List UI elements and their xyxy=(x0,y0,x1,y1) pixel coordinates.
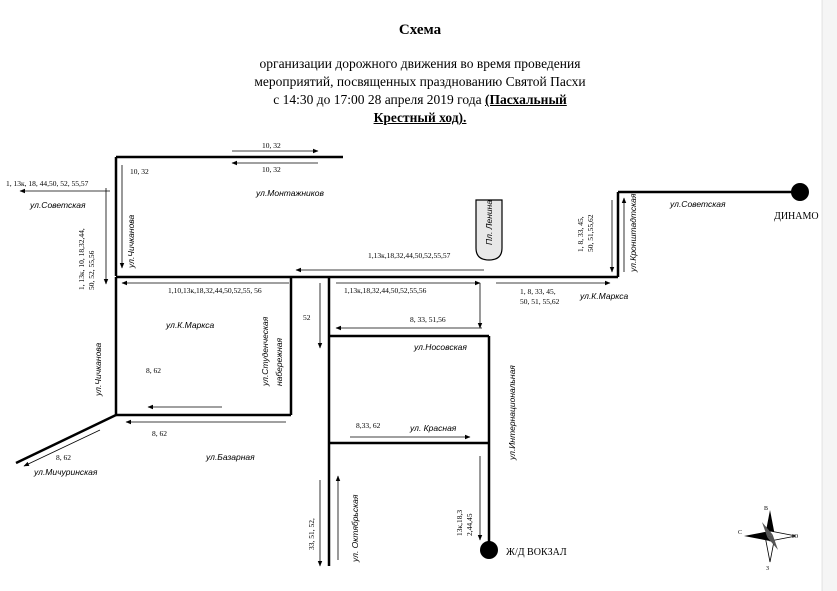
document-sidebar-strip xyxy=(822,0,837,591)
stop-dinamo-label: ДИНАМО xyxy=(774,211,819,222)
route-kronsh-l1: 1, 8, 33, 45, xyxy=(576,216,585,252)
street-michurinskaya: ул.Мичуринская xyxy=(34,467,98,477)
route-83351: 8, 33, 51,56 xyxy=(410,315,446,324)
compass-s-label: С xyxy=(738,530,743,536)
lenin-square-label: Пл. Ленина xyxy=(484,199,494,245)
route-top-1032-a: 10, 32 xyxy=(262,141,281,150)
title-line-3-bold: (Пасхальный xyxy=(484,92,567,107)
title-line-4: Крестный ход). xyxy=(373,110,467,125)
route-kronsh-l2: 50, 51,55,62 xyxy=(586,214,595,252)
street-studencheskaya-l2: набережная xyxy=(274,337,284,386)
street-k-marksa-right: ул.К.Маркса xyxy=(580,291,629,301)
stop-vokzal-marker xyxy=(480,541,498,559)
street-chichkanova-top: ул.Чичканова xyxy=(126,214,136,268)
street-studencheskaya-l1: ул.Студенческая xyxy=(260,316,270,386)
street-oktyabrskaya: ул. Октябрьская xyxy=(350,494,360,562)
route-chich-1032: 10, 32 xyxy=(130,167,149,176)
route-k-marksa-right-b: 50, 51, 55,62 xyxy=(520,297,560,306)
route-vokzal-l2: 2,44,45 xyxy=(465,513,474,536)
stop-vokzal-label: Ж/Д ВОКЗАЛ xyxy=(506,547,567,558)
street-krasnaya: ул. Красная xyxy=(410,423,457,433)
route-83362: 8,33, 62 xyxy=(356,421,381,430)
street-studencheskaya xyxy=(260,316,284,387)
route-kronsh xyxy=(576,214,595,252)
route-vokzal xyxy=(455,510,474,536)
street-k-marksa-left: ул.К.Маркса xyxy=(166,320,215,330)
compass-v-label: В xyxy=(764,506,769,512)
title-line-2: мероприятий, посвященных празднованию Святой Пасхи xyxy=(254,74,586,89)
route-862-left: 8, 62 xyxy=(146,366,161,375)
street-sovetskaya-left: ул.Советская xyxy=(30,200,86,210)
route-vokzal-l1: 13к,18,3 xyxy=(455,509,464,536)
street-kronshtadtskaya: ул.Кронштадтская xyxy=(628,193,638,272)
street-montazhnikov: ул.Монтажников xyxy=(256,188,324,198)
title-line-1: организации дорожного движения во время проведения xyxy=(259,56,581,71)
route-k-marksa-left: 1,10,13к,18,32,44,50,52,55, 56 xyxy=(168,286,262,295)
street-labels xyxy=(29,188,726,563)
route-top-1032-b: 10, 32 xyxy=(262,165,281,174)
title-line-3-prefix: с 14:30 до 17:00 28 апреля 2019 года xyxy=(273,92,482,107)
route-862-bottom: 8, 62 xyxy=(152,429,167,438)
compass-yu-label: Ю xyxy=(792,534,799,540)
route-center-top: 1,13к,18,32,44,50,52,55,57 xyxy=(368,251,451,260)
compass-z-label: З xyxy=(766,566,770,572)
street-sovetskaya-right: ул.Советская xyxy=(670,199,726,209)
street-chichkanova-left: ул.Чичканова xyxy=(93,342,103,396)
route-52: 52 xyxy=(303,313,311,322)
stop-dinamo-marker xyxy=(791,183,809,201)
street-internatsionalnaya: ул.Интернациональная xyxy=(507,365,517,460)
compass-rose xyxy=(738,506,798,572)
route-chich-vertical-l2: 50, 52, 55,56 xyxy=(87,250,96,290)
route-arrows xyxy=(20,151,624,566)
street-bazarnaya: ул.Базарная xyxy=(206,452,255,462)
route-oktyabrskaya: 33, 51, 52, xyxy=(307,518,316,550)
route-k-marksa-right-a: 1, 8, 33, 45, xyxy=(520,287,556,296)
route-sovetskaya-left: 1, 13к, 18, 44,50, 52, 55,57 xyxy=(6,179,89,188)
street-nosovskaya: ул.Носовская xyxy=(414,342,467,352)
route-862-michurinskaya: 8, 62 xyxy=(56,453,71,462)
route-k-marksa-mid: 1,13к,18,32,44,50,52,55,56 xyxy=(344,286,427,295)
route-chich-vertical xyxy=(77,228,96,290)
route-chich-vertical-l1: 1, 13к, 10, 18,32,44, xyxy=(77,228,86,290)
title-heading: Схема xyxy=(398,22,442,38)
